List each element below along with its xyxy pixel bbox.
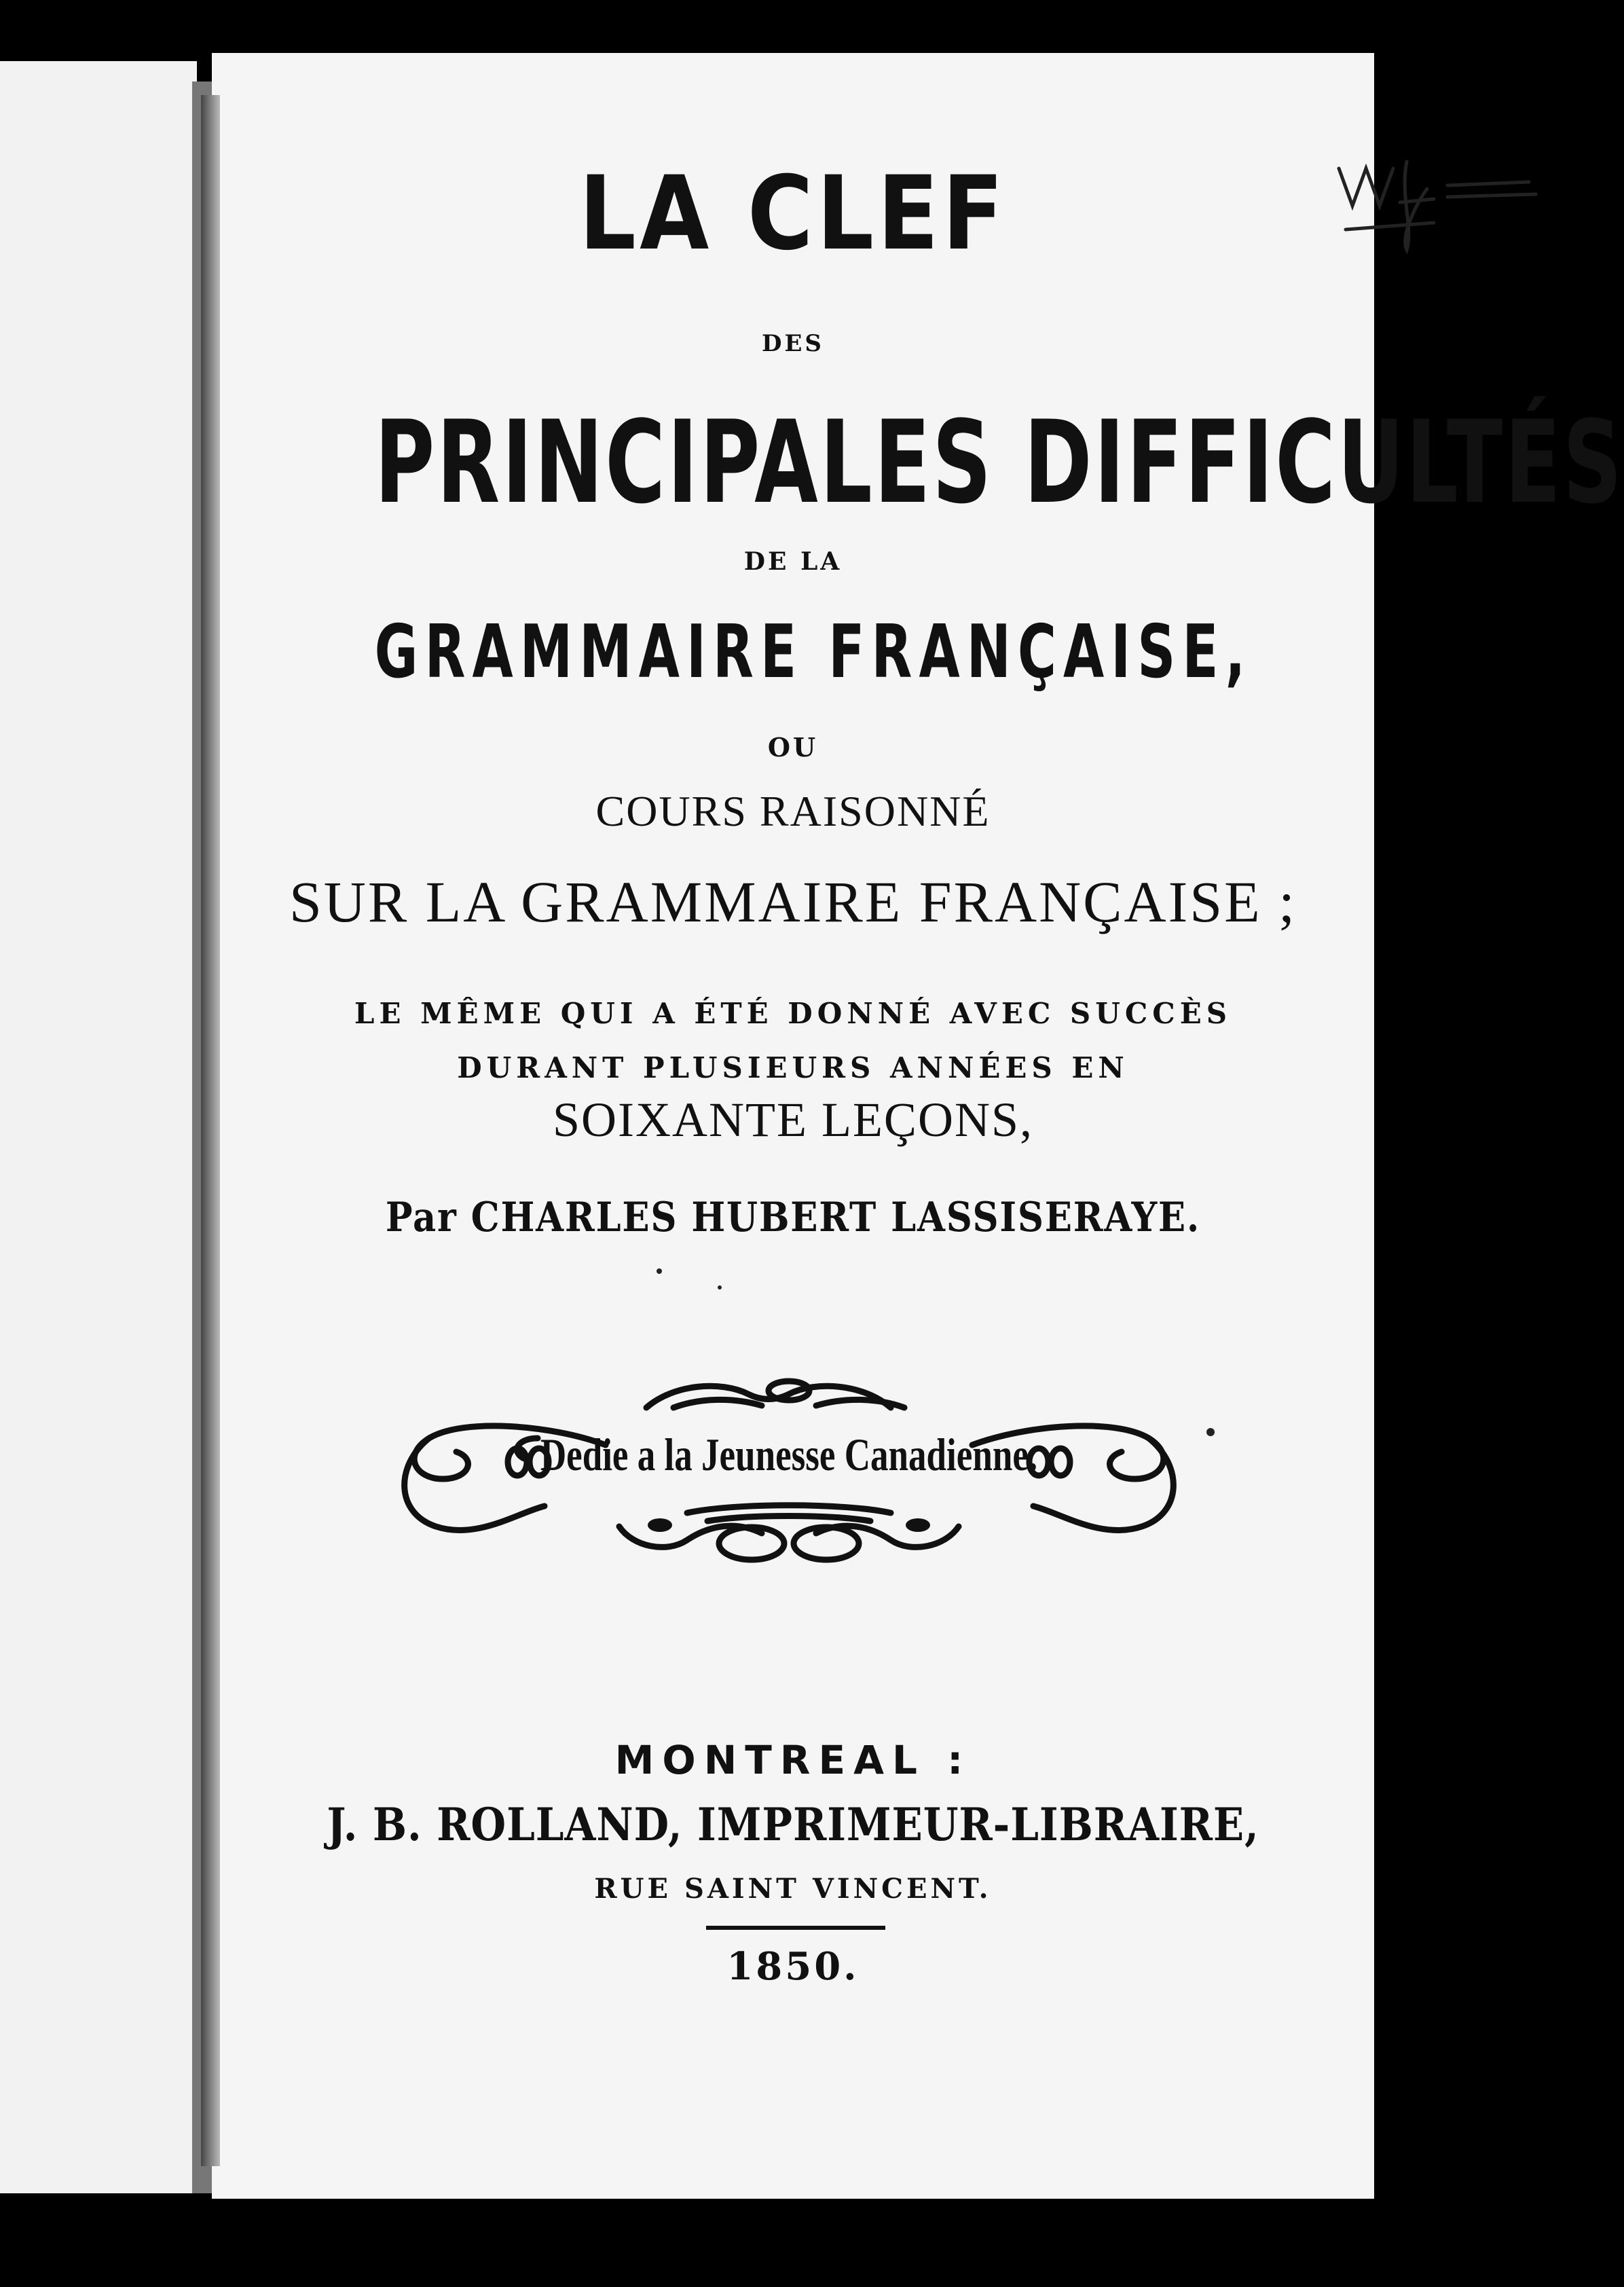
imprint-rule bbox=[706, 1926, 885, 1930]
subtitle-ou: OU bbox=[767, 732, 819, 763]
subtitle-durant: DURANT PLUSIEURS ANNÉES EN bbox=[457, 1051, 1129, 1084]
title-page bbox=[212, 53, 1624, 2199]
facing-page bbox=[0, 61, 197, 2193]
ink-speck bbox=[657, 1268, 662, 1274]
imprint-publisher: J. B. ROLLAND, IMPRIMEUR-LIBRAIRE, bbox=[327, 1798, 1259, 1851]
imprint-street: RUE SAINT VINCENT. bbox=[594, 1873, 992, 1905]
dedication-text: Dedie a la Jeunesse Canadienne. bbox=[540, 1429, 1038, 1480]
subtitle-soixante-lecons: SOIXANTE LEÇONS, bbox=[553, 1093, 1033, 1147]
title-principales-difficultes: PRINCIPALES DIFFICULTÉS bbox=[374, 396, 1624, 529]
gutter-shadow bbox=[201, 95, 220, 2166]
subtitle-cours-raisonne: COURS RAISONNÉ bbox=[595, 787, 991, 835]
title-des: DES bbox=[762, 330, 824, 357]
ink-speck bbox=[718, 1285, 722, 1289]
title-grammaire-francaise: GRAMMAIRE FRANÇAISE, bbox=[374, 610, 1253, 695]
imprint-year: 1850. bbox=[726, 1944, 860, 1989]
handwritten-mark-icon bbox=[1332, 155, 1556, 257]
title-la-clef: LA CLEF bbox=[578, 155, 1008, 273]
imprint-city: MONTREAL : bbox=[614, 1737, 972, 1783]
ink-speck bbox=[1206, 1428, 1215, 1436]
author-line: Par CHARLES HUBERT LASSISERAYE. bbox=[385, 1194, 1201, 1241]
subtitle-le-meme: LE MÊME QUI A ÉTÉ DONNÉ AVEC SUCCÈS bbox=[354, 997, 1232, 1030]
title-de-la: DE LA bbox=[743, 547, 843, 576]
subtitle-sur-la-grammaire: SUR LA GRAMMAIRE FRANÇAISE ; bbox=[289, 869, 1297, 934]
dedication-ornament bbox=[382, 1343, 1196, 1588]
